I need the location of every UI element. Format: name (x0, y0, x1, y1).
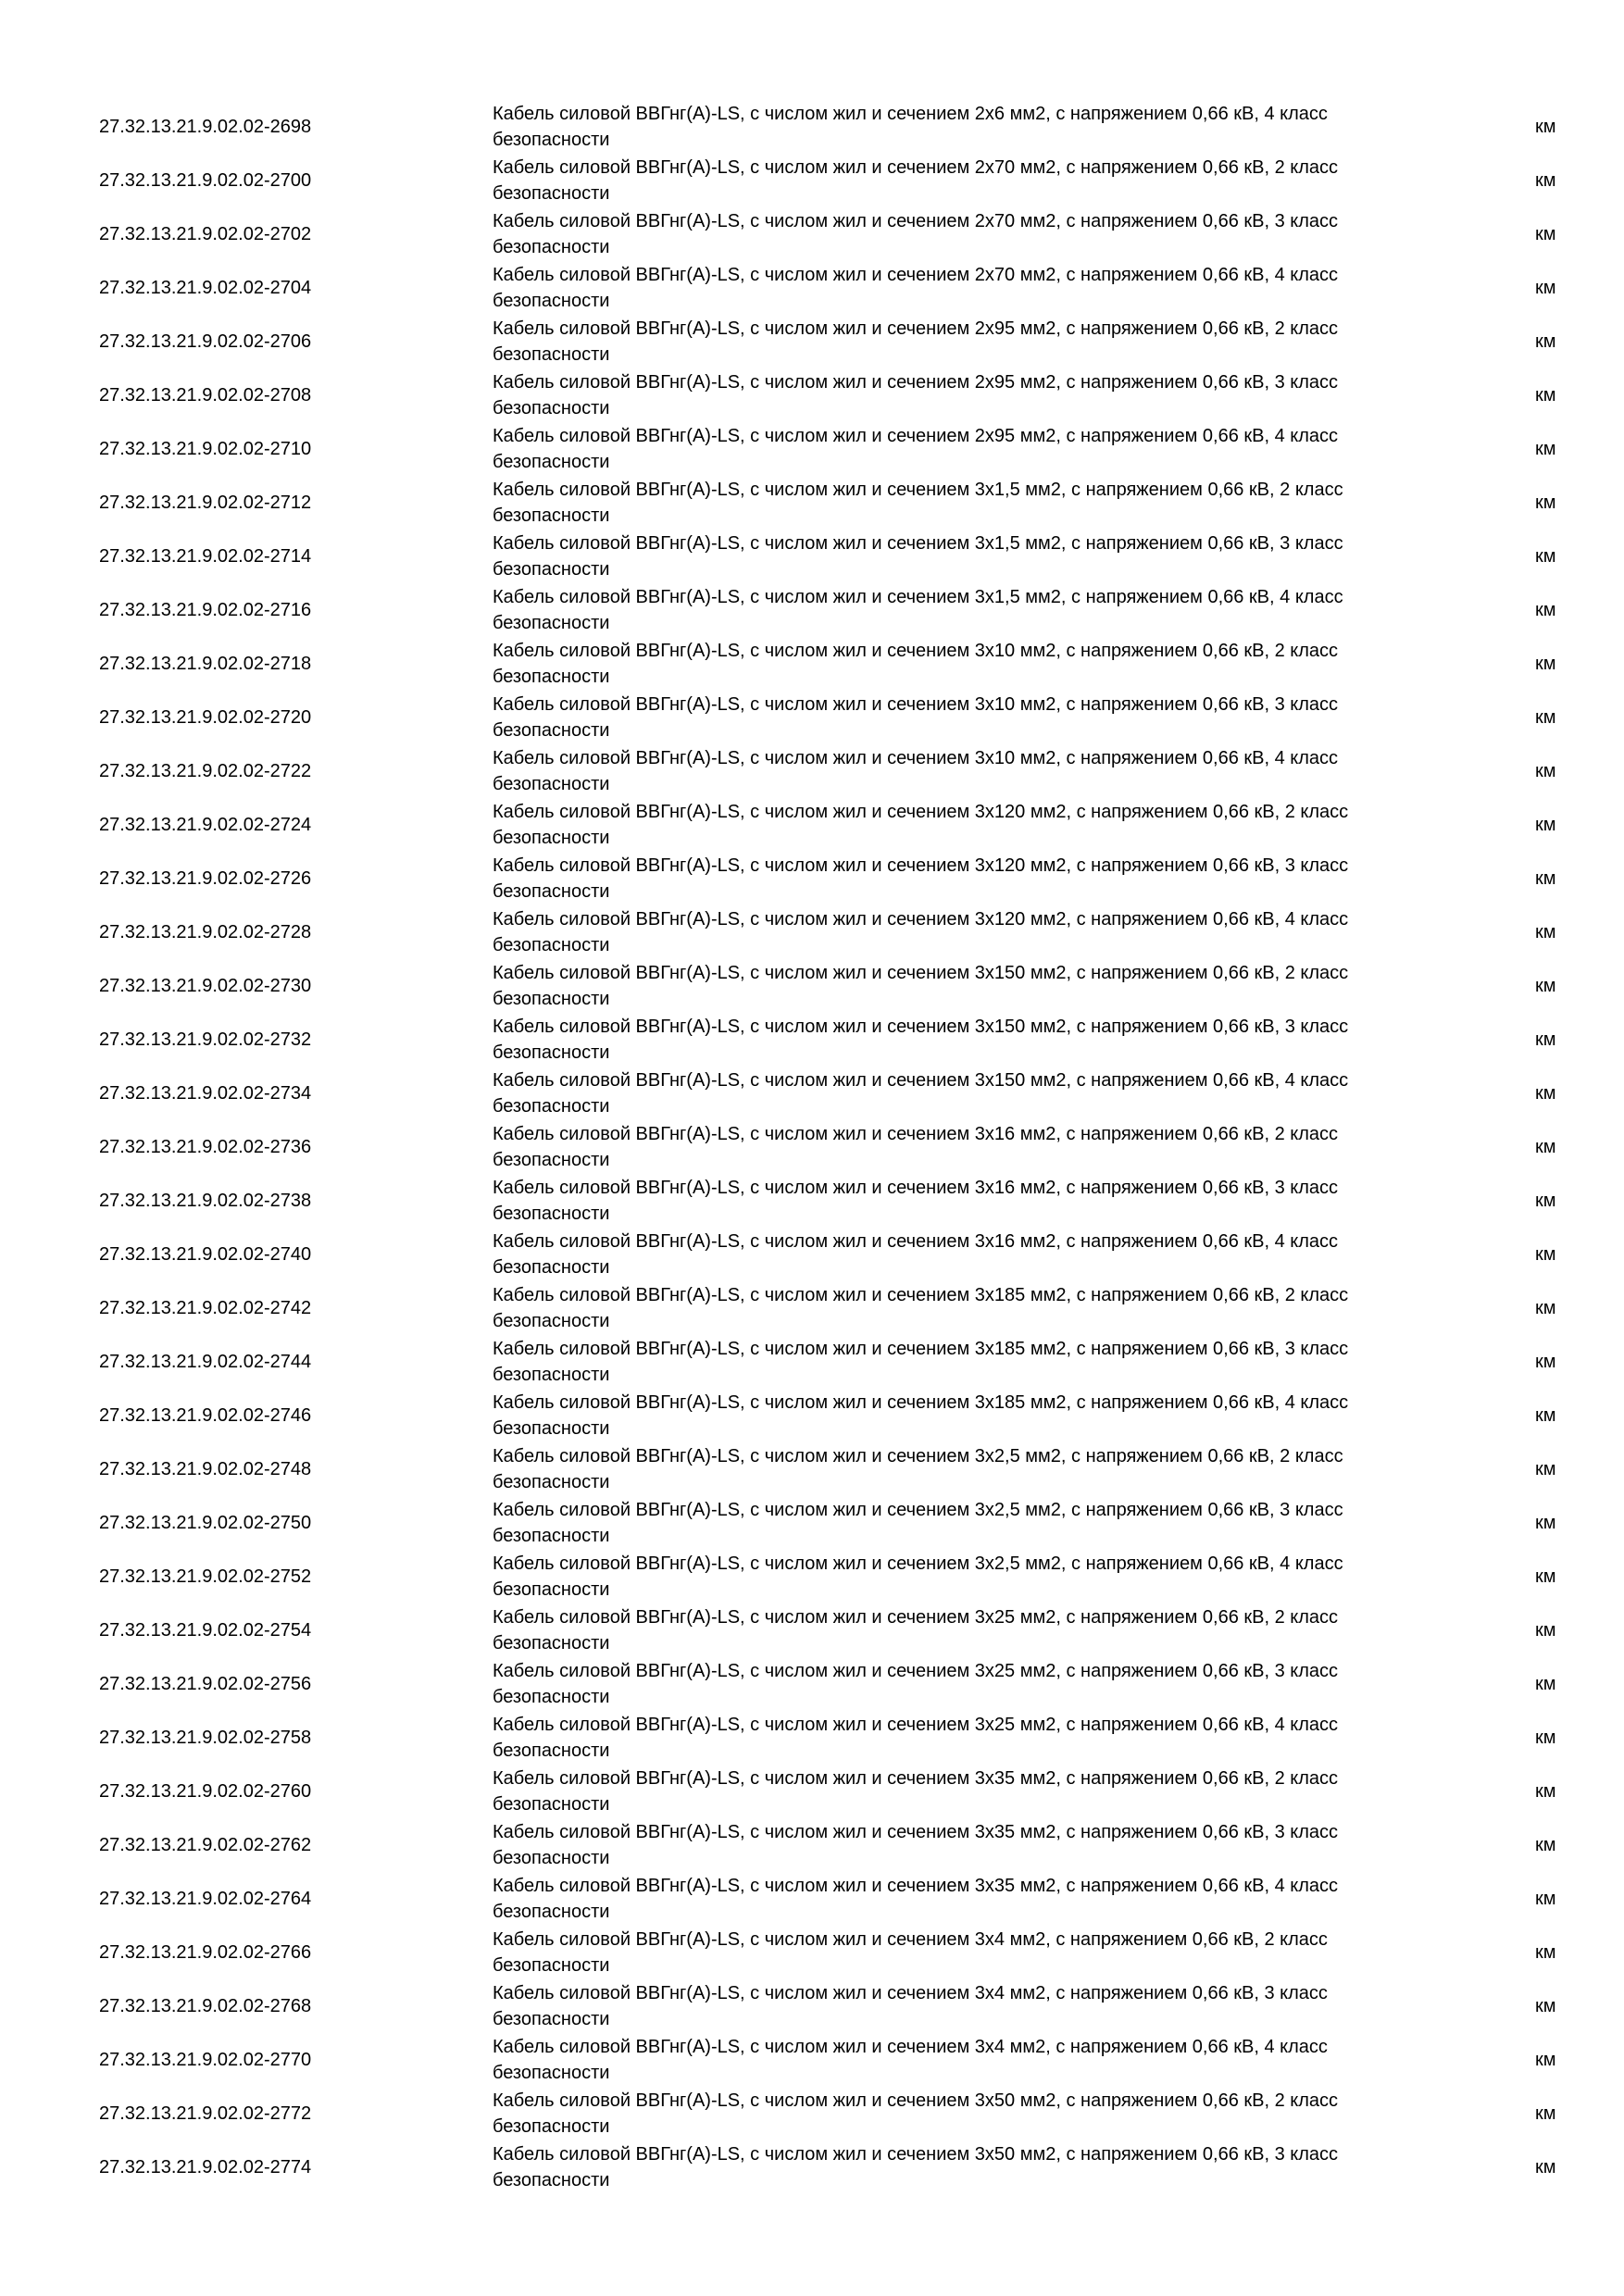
description-line-1: Кабель силовой ВВГнг(A)-LS, с числом жил и сечением 3х120 мм2, с напряжением 0,66 кВ, 2 класс (493, 802, 1349, 822)
description-line-2: безопасности (493, 1741, 610, 1761)
resource-code: 27.32.13.21.9.02.02-2774 (99, 2157, 312, 2177)
table-row (0, 368, 1624, 422)
resource-description (493, 1980, 1418, 2032)
resource-description (493, 1873, 1418, 1925)
resource-description (493, 369, 1418, 421)
resource-description (493, 1927, 1418, 1978)
description-line-1: Кабель силовой ВВГнг(A)-LS, с числом жил и сечением 3х4 мм2, с напряжением 0,66 кВ, 3 класс (493, 1983, 1328, 2003)
table-row (0, 315, 1624, 368)
description-line-2: безопасности (493, 1257, 610, 1278)
unit-of-measure: км (1535, 1298, 1556, 1318)
unit-of-measure: км (1535, 2050, 1556, 2070)
resource-code: 27.32.13.21.9.02.02-2768 (99, 1996, 312, 2016)
unit-of-measure: км (1535, 1083, 1556, 1104)
unit-of-measure: км (1535, 117, 1556, 137)
description-line-1: Кабель силовой ВВГнг(A)-LS, с числом жил и сечением 3х10 мм2, с напряжением 0,66 кВ, 2 класс (493, 641, 1339, 661)
resource-description (493, 1658, 1418, 1710)
table-row (0, 1067, 1624, 1120)
description-line-1: Кабель силовой ВВГнг(A)-LS, с числом жил и сечением 3х185 мм2, с напряжением 0,66 кВ, 4 класс (493, 1392, 1349, 1413)
description-line-1: Кабель силовой ВВГнг(A)-LS, с числом жил и сечением 3х50 мм2, с напряжением 0,66 кВ, 2 класс (493, 2090, 1339, 2111)
resource-code: 27.32.13.21.9.02.02-2730 (99, 976, 312, 996)
resource-code: 27.32.13.21.9.02.02-2714 (99, 546, 312, 567)
resource-code: 27.32.13.21.9.02.02-2770 (99, 2050, 312, 2070)
resource-description (493, 906, 1418, 958)
unit-of-measure: км (1535, 868, 1556, 889)
resource-code: 27.32.13.21.9.02.02-2744 (99, 1352, 312, 1372)
description-line-1: Кабель силовой ВВГнг(A)-LS, с числом жил и сечением 3х10 мм2, с напряжением 0,66 кВ, 3 класс (493, 694, 1339, 715)
table-row (0, 1603, 1624, 1657)
resource-description (493, 1014, 1418, 1066)
resource-code: 27.32.13.21.9.02.02-2738 (99, 1191, 312, 1211)
resource-description (493, 1712, 1418, 1764)
description-line-1: Кабель силовой ВВГнг(A)-LS, с числом жил и сечением 3х16 мм2, с напряжением 0,66 кВ, 2 класс (493, 1124, 1339, 1144)
description-line-1: Кабель силовой ВВГнг(A)-LS, с числом жил и сечением 3х10 мм2, с напряжением 0,66 кВ, 4 класс (493, 748, 1339, 768)
unit-of-measure: км (1535, 654, 1556, 674)
description-line-2: безопасности (493, 1579, 610, 1600)
unit-of-measure: км (1535, 1405, 1556, 1426)
table-row (0, 744, 1624, 798)
resource-description (493, 262, 1418, 314)
description-line-1: Кабель силовой ВВГнг(A)-LS, с числом жил и сечением 3х35 мм2, с напряжением 0,66 кВ, 4 класс (493, 1876, 1339, 1896)
description-line-2: безопасности (493, 774, 610, 794)
resource-table (0, 100, 1624, 2194)
unit-of-measure: км (1535, 600, 1556, 620)
resource-description (493, 1819, 1418, 1871)
unit-of-measure: км (1535, 1835, 1556, 1855)
resource-code: 27.32.13.21.9.02.02-2712 (99, 493, 312, 513)
resource-code: 27.32.13.21.9.02.02-2772 (99, 2103, 312, 2124)
description-line-1: Кабель силовой ВВГнг(A)-LS, с числом жил и сечением 2х95 мм2, с напряжением 0,66 кВ, 2 класс (493, 318, 1339, 339)
unit-of-measure: км (1535, 278, 1556, 298)
description-line-2: безопасности (493, 559, 610, 580)
description-line-2: безопасности (493, 130, 610, 150)
description-line-2: безопасности (493, 2170, 610, 2190)
resource-description (493, 799, 1418, 851)
resource-code: 27.32.13.21.9.02.02-2704 (99, 278, 312, 298)
description-line-1: Кабель силовой ВВГнг(A)-LS, с числом жил и сечением 2х70 мм2, с напряжением 0,66 кВ, 4 класс (493, 265, 1339, 285)
unit-of-measure: км (1535, 1728, 1556, 1748)
resource-description (493, 1551, 1418, 1603)
table-row (0, 1174, 1624, 1228)
unit-of-measure: км (1535, 1137, 1556, 1157)
resource-code: 27.32.13.21.9.02.02-2736 (99, 1137, 312, 1157)
description-line-2: безопасности (493, 1526, 610, 1546)
table-row (0, 1711, 1624, 1765)
resource-code: 27.32.13.21.9.02.02-2750 (99, 1513, 312, 1533)
resource-description (493, 638, 1418, 690)
unit-of-measure: км (1535, 707, 1556, 728)
description-line-2: безопасности (493, 989, 610, 1009)
unit-of-measure: км (1535, 1352, 1556, 1372)
unit-of-measure: км (1535, 439, 1556, 459)
description-line-2: безопасности (493, 720, 610, 741)
description-line-2: безопасности (493, 1042, 610, 1063)
description-line-1: Кабель силовой ВВГнг(A)-LS, с числом жил и сечением 3х120 мм2, с напряжением 0,66 кВ, 4 класс (493, 909, 1349, 930)
table-row (0, 261, 1624, 315)
resource-code: 27.32.13.21.9.02.02-2756 (99, 1674, 312, 1694)
resource-description (493, 477, 1418, 529)
unit-of-measure: км (1535, 1674, 1556, 1694)
resource-code: 27.32.13.21.9.02.02-2754 (99, 1620, 312, 1641)
description-line-2: безопасности (493, 1418, 610, 1439)
table-row (0, 207, 1624, 261)
description-line-1: Кабель силовой ВВГнг(A)-LS, с числом жил и сечением 3х50 мм2, с напряжением 0,66 кВ, 3 класс (493, 2144, 1339, 2165)
table-row (0, 1335, 1624, 1389)
table-row (0, 905, 1624, 959)
description-line-2: безопасности (493, 1311, 610, 1331)
resource-code: 27.32.13.21.9.02.02-2762 (99, 1835, 312, 1855)
resource-description (493, 2034, 1418, 2086)
resource-code: 27.32.13.21.9.02.02-2734 (99, 1083, 312, 1104)
unit-of-measure: км (1535, 815, 1556, 835)
description-line-2: безопасности (493, 1096, 610, 1117)
resource-description (493, 1121, 1418, 1173)
table-row (0, 852, 1624, 905)
resource-code: 27.32.13.21.9.02.02-2766 (99, 1942, 312, 1963)
unit-of-measure: км (1535, 1191, 1556, 1211)
description-line-2: безопасности (493, 183, 610, 204)
table-row (0, 1872, 1624, 1926)
resource-code: 27.32.13.21.9.02.02-2702 (99, 224, 312, 244)
description-line-1: Кабель силовой ВВГнг(A)-LS, с числом жил и сечением 2х95 мм2, с напряжением 0,66 кВ, 3 класс (493, 372, 1339, 393)
resource-description (493, 208, 1418, 260)
unit-of-measure: км (1535, 1513, 1556, 1533)
description-line-1: Кабель силовой ВВГнг(A)-LS, с числом жил и сечением 3х35 мм2, с напряжением 0,66 кВ, 3 класс (493, 1822, 1339, 1842)
description-line-1: Кабель силовой ВВГнг(A)-LS, с числом жил и сечением 3х25 мм2, с напряжением 0,66 кВ, 3 класс (493, 1661, 1339, 1681)
description-line-2: безопасности (493, 1955, 610, 1976)
table-row (0, 1657, 1624, 1711)
unit-of-measure: км (1535, 1620, 1556, 1641)
table-row (0, 100, 1624, 154)
description-line-2: безопасности (493, 398, 610, 418)
description-line-1: Кабель силовой ВВГнг(A)-LS, с числом жил и сечением 3х150 мм2, с напряжением 0,66 кВ, 4 класс (493, 1070, 1349, 1091)
resource-code: 27.32.13.21.9.02.02-2758 (99, 1728, 312, 1748)
description-line-1: Кабель силовой ВВГнг(A)-LS, с числом жил и сечением 3х1,5 мм2, с напряжением 0,66 кВ, 2 класс (493, 480, 1343, 500)
description-line-2: безопасности (493, 2063, 610, 2083)
description-line-2: безопасности (493, 935, 610, 955)
table-row (0, 959, 1624, 1013)
description-line-1: Кабель силовой ВВГнг(A)-LS, с числом жил и сечением 3х150 мм2, с напряжением 0,66 кВ, 3 класс (493, 1017, 1349, 1037)
resource-description (493, 1497, 1418, 1549)
resource-code: 27.32.13.21.9.02.02-2728 (99, 922, 312, 942)
description-line-2: безопасности (493, 452, 610, 472)
description-line-1: Кабель силовой ВВГнг(A)-LS, с числом жил и сечением 2х6 мм2, с напряжением 0,66 кВ, 4 класс (493, 104, 1328, 124)
description-line-2: безопасности (493, 237, 610, 257)
description-line-2: безопасности (493, 1365, 610, 1385)
description-line-2: безопасности (493, 344, 610, 365)
resource-code: 27.32.13.21.9.02.02-2752 (99, 1566, 312, 1587)
table-row (0, 798, 1624, 852)
table-row (0, 1228, 1624, 1281)
description-line-2: безопасности (493, 2116, 610, 2137)
table-row (0, 1281, 1624, 1335)
resource-description (493, 155, 1418, 206)
resource-description (493, 1443, 1418, 1495)
resource-code: 27.32.13.21.9.02.02-2700 (99, 170, 312, 191)
resource-description (493, 1336, 1418, 1388)
resource-code: 27.32.13.21.9.02.02-2742 (99, 1298, 312, 1318)
resource-code: 27.32.13.21.9.02.02-2708 (99, 385, 312, 406)
description-line-1: Кабель силовой ВВГнг(A)-LS, с числом жил и сечением 3х4 мм2, с напряжением 0,66 кВ, 2 класс (493, 1929, 1328, 1950)
description-line-1: Кабель силовой ВВГнг(A)-LS, с числом жил и сечением 2х70 мм2, с напряжением 0,66 кВ, 3 класс (493, 211, 1339, 231)
description-line-1: Кабель силовой ВВГнг(A)-LS, с числом жил и сечением 3х1,5 мм2, с напряжением 0,66 кВ, 3 класс (493, 533, 1343, 554)
table-row (0, 154, 1624, 207)
table-row (0, 1442, 1624, 1496)
resource-description (493, 530, 1418, 582)
unit-of-measure: км (1535, 224, 1556, 244)
resource-code: 27.32.13.21.9.02.02-2740 (99, 1244, 312, 1265)
description-line-2: безопасности (493, 881, 610, 902)
resource-description (493, 853, 1418, 905)
table-row (0, 1979, 1624, 2033)
unit-of-measure: км (1535, 331, 1556, 352)
resource-description (493, 2088, 1418, 2140)
unit-of-measure: км (1535, 2103, 1556, 2124)
unit-of-measure: км (1535, 1459, 1556, 1479)
resource-description (493, 1766, 1418, 1817)
table-row (0, 422, 1624, 476)
table-row (0, 1818, 1624, 1872)
description-line-1: Кабель силовой ВВГнг(A)-LS, с числом жил и сечением 2х95 мм2, с напряжением 0,66 кВ, 4 класс (493, 426, 1339, 446)
unit-of-measure: км (1535, 170, 1556, 191)
description-line-1: Кабель силовой ВВГнг(A)-LS, с числом жил и сечением 3х16 мм2, с напряжением 0,66 кВ, 4 класс (493, 1231, 1339, 1252)
table-row (0, 1926, 1624, 1979)
table-row (0, 583, 1624, 637)
table-row (0, 1120, 1624, 1174)
table-row (0, 1496, 1624, 1550)
resource-code: 27.32.13.21.9.02.02-2764 (99, 1889, 312, 1909)
unit-of-measure: км (1535, 1996, 1556, 2016)
description-line-2: безопасности (493, 1472, 610, 1492)
resource-description (493, 584, 1418, 636)
unit-of-measure: км (1535, 761, 1556, 781)
table-row (0, 530, 1624, 583)
table-row (0, 2033, 1624, 2087)
table-row (0, 1013, 1624, 1067)
description-line-2: безопасности (493, 1794, 610, 1815)
resource-description (493, 1067, 1418, 1119)
unit-of-measure: км (1535, 1244, 1556, 1265)
resource-code: 27.32.13.21.9.02.02-2722 (99, 761, 312, 781)
resource-description (493, 1390, 1418, 1441)
description-line-1: Кабель силовой ВВГнг(A)-LS, с числом жил и сечением 3х25 мм2, с напряжением 0,66 кВ, 4 класс (493, 1715, 1339, 1735)
unit-of-measure: км (1535, 1889, 1556, 1909)
resource-code: 27.32.13.21.9.02.02-2706 (99, 331, 312, 352)
resource-description (493, 1175, 1418, 1227)
description-line-2: безопасности (493, 1150, 610, 1170)
table-row (0, 2087, 1624, 2140)
table-row (0, 1550, 1624, 1603)
resource-description (493, 960, 1418, 1012)
table-row (0, 1389, 1624, 1442)
resource-description (493, 2141, 1418, 2193)
resource-description (493, 1229, 1418, 1280)
description-line-2: безопасности (493, 828, 610, 848)
description-line-2: безопасности (493, 2009, 610, 2029)
resource-description (493, 316, 1418, 368)
description-line-2: безопасности (493, 291, 610, 311)
unit-of-measure: км (1535, 1029, 1556, 1050)
unit-of-measure: км (1535, 546, 1556, 567)
table-row (0, 1765, 1624, 1818)
unit-of-measure: км (1535, 493, 1556, 513)
unit-of-measure: км (1535, 1781, 1556, 1802)
unit-of-measure: км (1535, 2157, 1556, 2177)
description-line-1: Кабель силовой ВВГнг(A)-LS, с числом жил и сечением 3х4 мм2, с напряжением 0,66 кВ, 4 класс (493, 2037, 1328, 2057)
resource-code: 27.32.13.21.9.02.02-2718 (99, 654, 312, 674)
unit-of-measure: км (1535, 1566, 1556, 1587)
description-line-1: Кабель силовой ВВГнг(A)-LS, с числом жил и сечением 3х185 мм2, с напряжением 0,66 кВ, 2 класс (493, 1285, 1349, 1305)
table-row (0, 476, 1624, 530)
description-line-2: безопасности (493, 1633, 610, 1653)
table-row (0, 637, 1624, 691)
description-line-1: Кабель силовой ВВГнг(A)-LS, с числом жил и сечением 3х2,5 мм2, с напряжением 0,66 кВ, 3 класс (493, 1500, 1343, 1520)
unit-of-measure: км (1535, 922, 1556, 942)
resource-code: 27.32.13.21.9.02.02-2748 (99, 1459, 312, 1479)
resource-code: 27.32.13.21.9.02.02-2720 (99, 707, 312, 728)
table-row (0, 691, 1624, 744)
description-line-2: безопасности (493, 613, 610, 633)
description-line-1: Кабель силовой ВВГнг(A)-LS, с числом жил и сечением 3х1,5 мм2, с напряжением 0,66 кВ, 4 класс (493, 587, 1343, 607)
resource-code: 27.32.13.21.9.02.02-2710 (99, 439, 312, 459)
description-line-1: Кабель силовой ВВГнг(A)-LS, с числом жил и сечением 3х25 мм2, с напряжением 0,66 кВ, 2 класс (493, 1607, 1339, 1628)
description-line-1: Кабель силовой ВВГнг(A)-LS, с числом жил и сечением 3х150 мм2, с напряжением 0,66 кВ, 2 класс (493, 963, 1349, 983)
resource-description (493, 423, 1418, 475)
resource-description (493, 692, 1418, 743)
unit-of-measure: км (1535, 1942, 1556, 1963)
description-line-2: безопасности (493, 1902, 610, 1922)
description-line-1: Кабель силовой ВВГнг(A)-LS, с числом жил и сечением 3х120 мм2, с напряжением 0,66 кВ, 3 класс (493, 855, 1349, 876)
resource-code: 27.32.13.21.9.02.02-2698 (99, 117, 312, 137)
resource-description (493, 745, 1418, 797)
table-row (0, 2140, 1624, 2194)
resource-description (493, 1604, 1418, 1656)
unit-of-measure: км (1535, 976, 1556, 996)
description-line-2: безопасности (493, 1687, 610, 1707)
resource-code: 27.32.13.21.9.02.02-2716 (99, 600, 312, 620)
description-line-2: безопасности (493, 1204, 610, 1224)
description-line-1: Кабель силовой ВВГнг(A)-LS, с числом жил и сечением 3х16 мм2, с напряжением 0,66 кВ, 3 класс (493, 1178, 1339, 1198)
resource-code: 27.32.13.21.9.02.02-2760 (99, 1781, 312, 1802)
resource-code: 27.32.13.21.9.02.02-2726 (99, 868, 312, 889)
resource-description (493, 101, 1418, 153)
description-line-1: Кабель силовой ВВГнг(A)-LS, с числом жил и сечением 3х185 мм2, с напряжением 0,66 кВ, 3 класс (493, 1339, 1349, 1359)
description-line-1: Кабель силовой ВВГнг(A)-LS, с числом жил и сечением 3х2,5 мм2, с напряжением 0,66 кВ, 4 класс (493, 1554, 1343, 1574)
description-line-1: Кабель силовой ВВГнг(A)-LS, с числом жил и сечением 3х2,5 мм2, с напряжением 0,66 кВ, 2 класс (493, 1446, 1343, 1466)
description-line-2: безопасности (493, 505, 610, 526)
unit-of-measure: км (1535, 385, 1556, 406)
description-line-2: безопасности (493, 667, 610, 687)
resource-description (493, 1282, 1418, 1334)
description-line-2: безопасности (493, 1848, 610, 1868)
resource-code: 27.32.13.21.9.02.02-2732 (99, 1029, 312, 1050)
description-line-1: Кабель силовой ВВГнг(A)-LS, с числом жил и сечением 3х35 мм2, с напряжением 0,66 кВ, 2 класс (493, 1768, 1339, 1789)
resource-code: 27.32.13.21.9.02.02-2746 (99, 1405, 312, 1426)
description-line-1: Кабель силовой ВВГнг(A)-LS, с числом жил и сечением 2х70 мм2, с напряжением 0,66 кВ, 2 класс (493, 157, 1339, 178)
resource-code: 27.32.13.21.9.02.02-2724 (99, 815, 312, 835)
